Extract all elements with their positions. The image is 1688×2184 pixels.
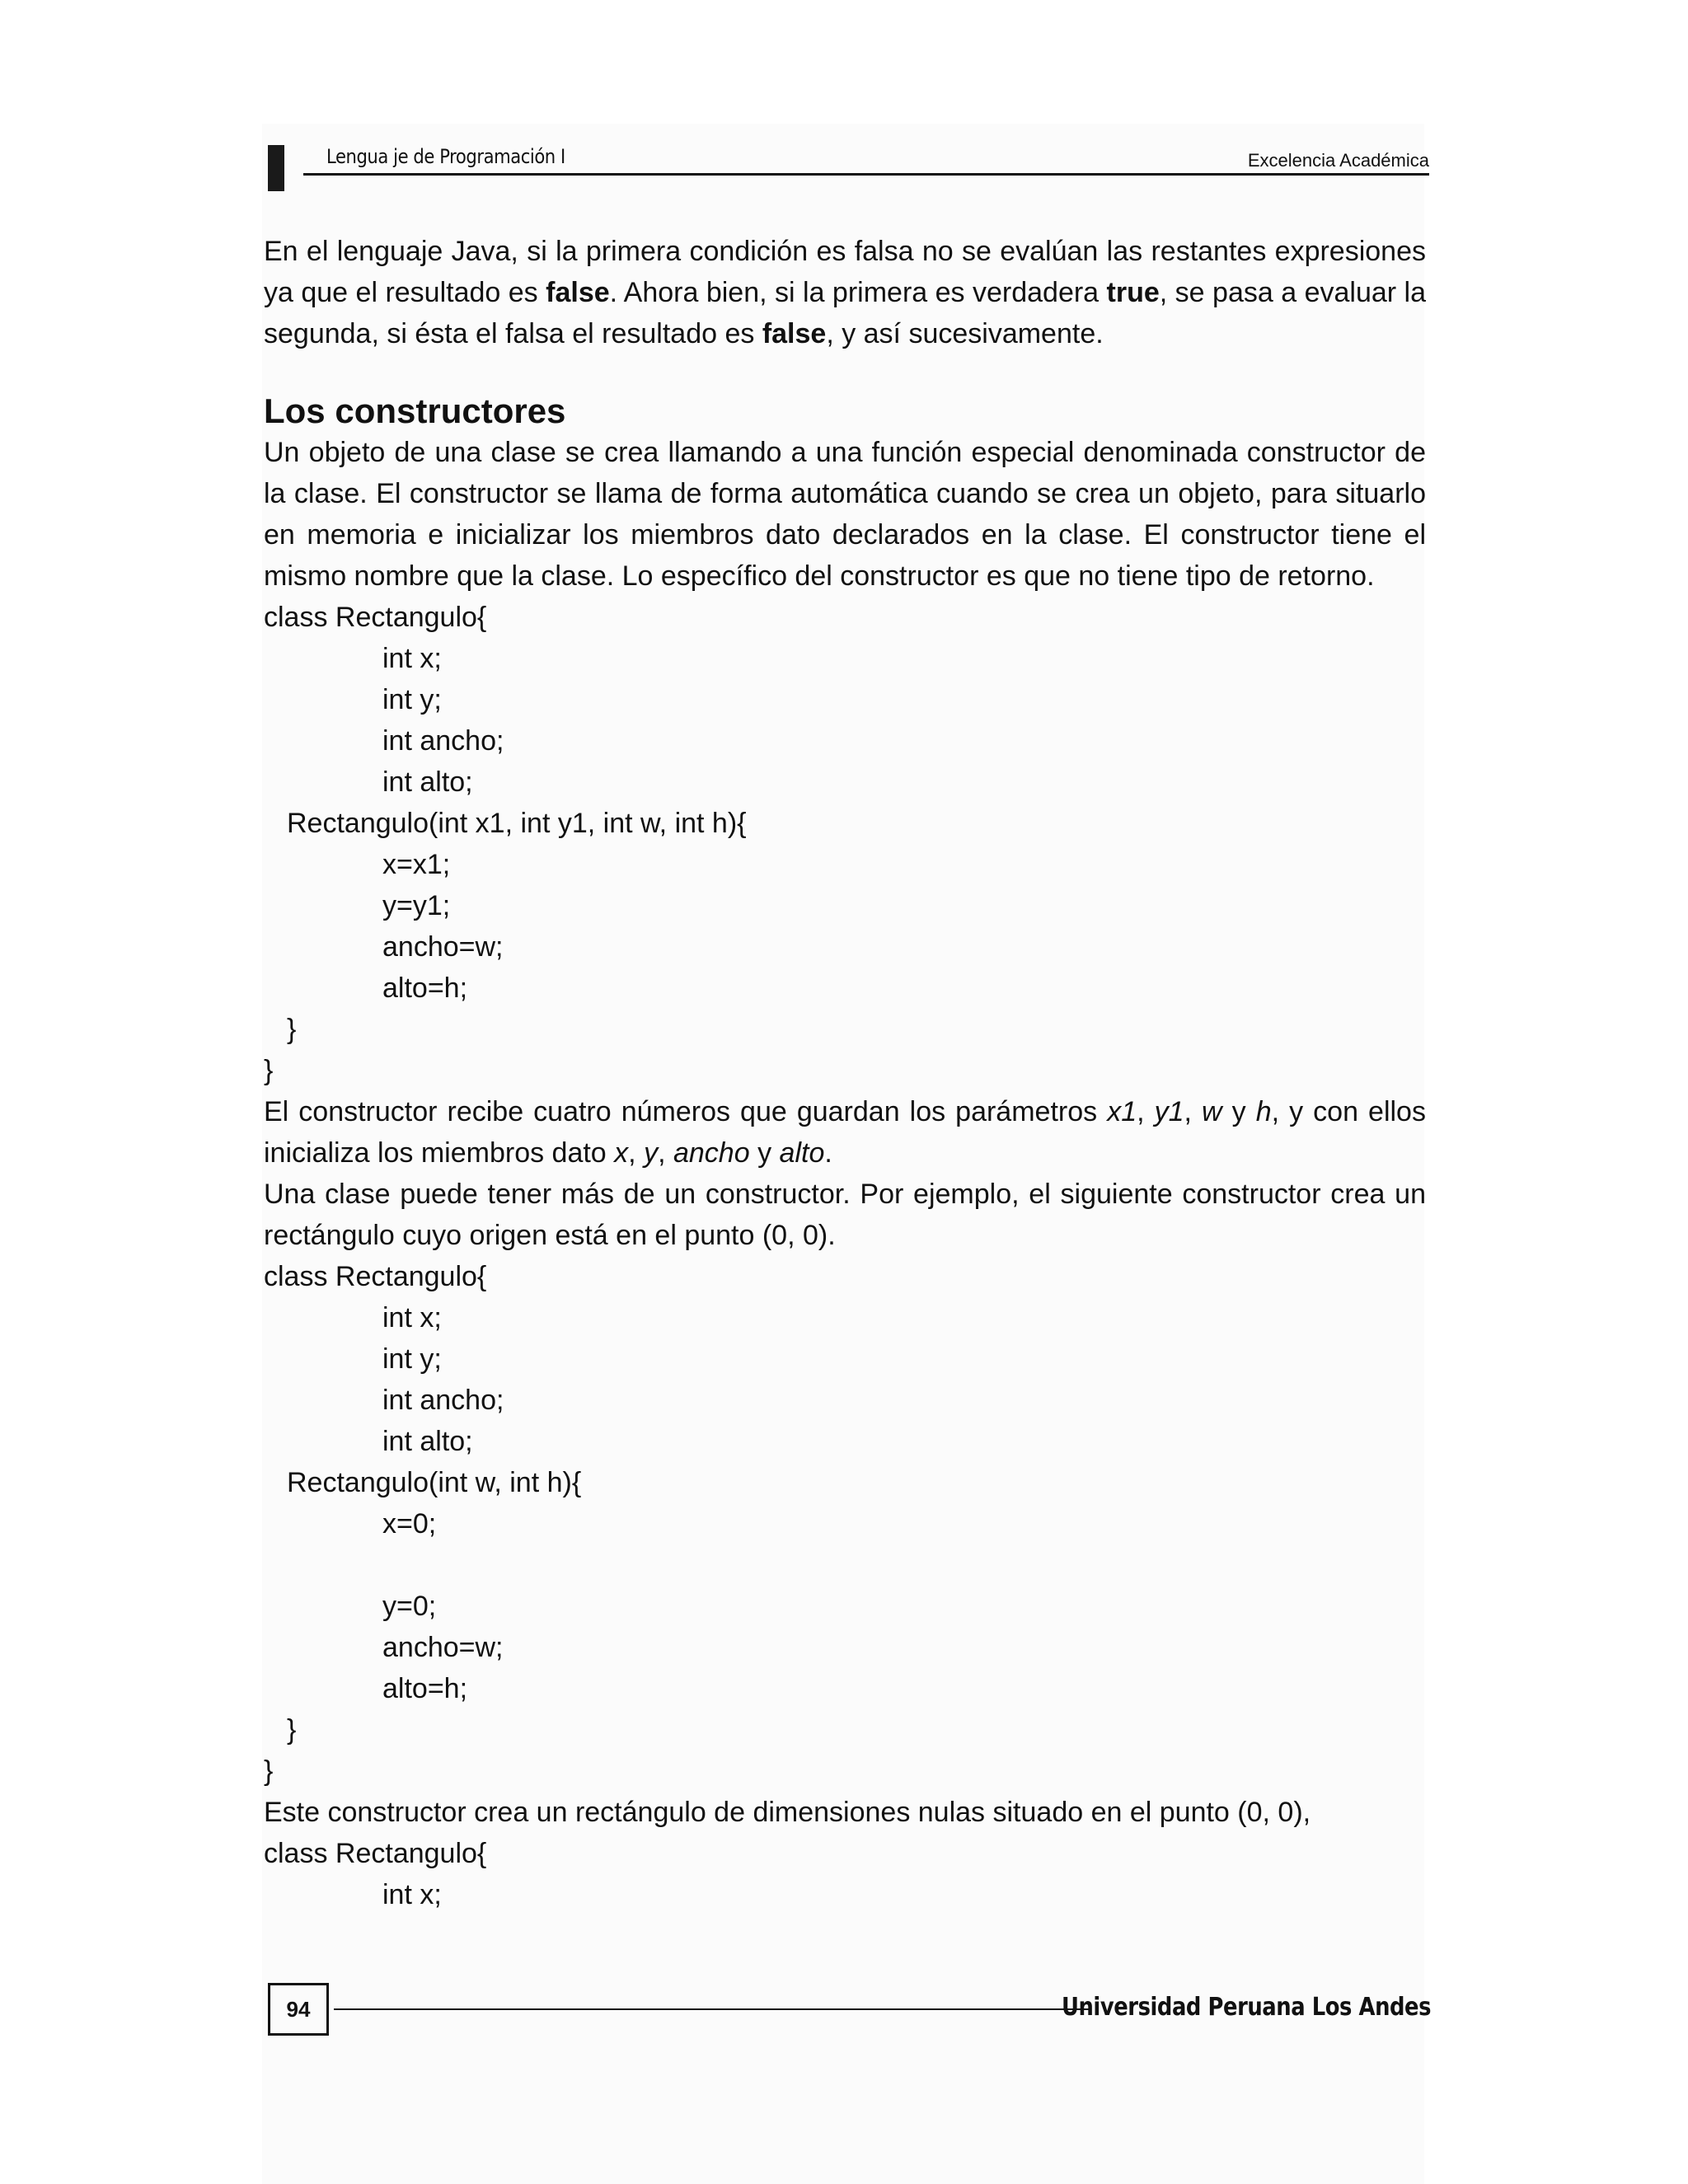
intro-text-4: , y así sucesivamente. [826,318,1104,349]
header-course-title: Lengua je de Programación I [326,145,565,168]
code-block-1 [264,597,1426,1091]
param-w: w [1202,1096,1222,1127]
header-rule [303,173,1429,176]
member-alto: alto [779,1137,825,1169]
intro-bold-false-1: false [546,277,610,308]
code-line: x=x1; [382,849,451,880]
p2-sep: y [749,1137,780,1169]
code-line: int x; [382,643,442,674]
param-x1: x1 [1107,1096,1137,1127]
code-line: int alto; [382,766,473,798]
p2-end: . [824,1137,832,1169]
code-line: } [287,1714,297,1746]
section-paragraph-2 [264,1091,1426,1174]
intro-bold-false-2: false [762,318,827,349]
code-line: ancho=w; [382,1632,504,1663]
member-ancho: ancho [673,1137,750,1169]
code-line: x=0; [382,1508,437,1540]
section-paragraph-1: Un objeto de una clase se crea llamando a una función especial denominada constructor de la clase. El constructor se llama de forma automática cuando se crea un objeto, para situarlo en memoria e inicializar los miembros dato declarados en la clase. El constructor tiene el mismo nombre que la clase. Lo específico del constructor es que no tiene tipo de retorno. [264,437,1426,592]
code-line: y=0; [382,1591,437,1622]
code-line: int alto; [382,1426,473,1457]
param-y1: y1 [1154,1096,1184,1127]
p2-sep: , [658,1137,673,1169]
code-line: ancho=w; [382,931,504,963]
p2-text: El constructor recibe cuatro números que guardan los parámetros [264,1096,1108,1127]
intro-bold-true: true [1106,277,1160,308]
code-line: Rectangulo(int x1, int y1, int w, int h){ [287,808,747,839]
page-content [264,231,1426,1915]
code-line: } [264,1755,274,1787]
code-line: } [287,1014,297,1045]
code-line: alto=h; [382,972,468,1004]
member-x: x [614,1137,629,1169]
intro-paragraph [264,231,1426,354]
p2-text: , y con ellos inicializa los miembros dato [264,1096,1426,1169]
code-line: int ancho; [382,1385,504,1416]
intro-text-1: En el lenguaje Java, si la primera condición es falsa no se evalúan las restantes expresiones ya que el resultado es [264,236,1426,308]
header-marker [268,145,284,191]
code-line: } [264,1055,274,1086]
p2-sep: , [1184,1096,1203,1127]
header-tagline: Excelencia Académica [1247,150,1429,171]
code-line: int ancho; [382,725,504,757]
code-line: int y; [382,1343,442,1375]
code-line: class Rectangulo{ [264,1261,487,1292]
code-line: int x; [382,1302,442,1333]
code-line: class Rectangulo{ [264,602,487,633]
page-number: 94 [268,1983,329,2036]
intro-text-2: . Ahora bien, si la primera es verdadera [609,277,1107,308]
code-line: int y; [382,684,442,715]
code-block-3 [264,1833,1426,1915]
code-line: Rectangulo(int w, int h){ [287,1467,582,1498]
code-line: int x; [382,1879,442,1910]
p2-sep: , [628,1137,645,1169]
p2-sep: , [1137,1096,1155,1127]
code-line: alto=h; [382,1673,468,1704]
section-paragraph-4: Este constructor crea un rectángulo de dimensiones nulas situado en el punto (0, 0), [264,1797,1311,1828]
intro-text-3: , se pasa a evaluar la segunda, si ésta el falsa el resultado es [264,277,1427,349]
param-h: h [1255,1096,1272,1127]
code-line: y=y1; [382,890,451,921]
member-y: y [644,1137,659,1169]
code-block-2 [264,1256,1426,1792]
p2-sep: y [1221,1096,1256,1127]
code-line: class Rectangulo{ [264,1838,487,1869]
section-title: Los constructores [264,391,566,430]
section-paragraph-3: Una clase puede tener más de un constructor. Por ejemplo, el siguiente constructor crea un rectángulo cuyo origen está en el punto (0, 0). [264,1179,1426,1251]
footer-university: Universidad Peruana Los Andes [1061,1993,1431,2022]
footer-rule [334,2008,1090,2010]
